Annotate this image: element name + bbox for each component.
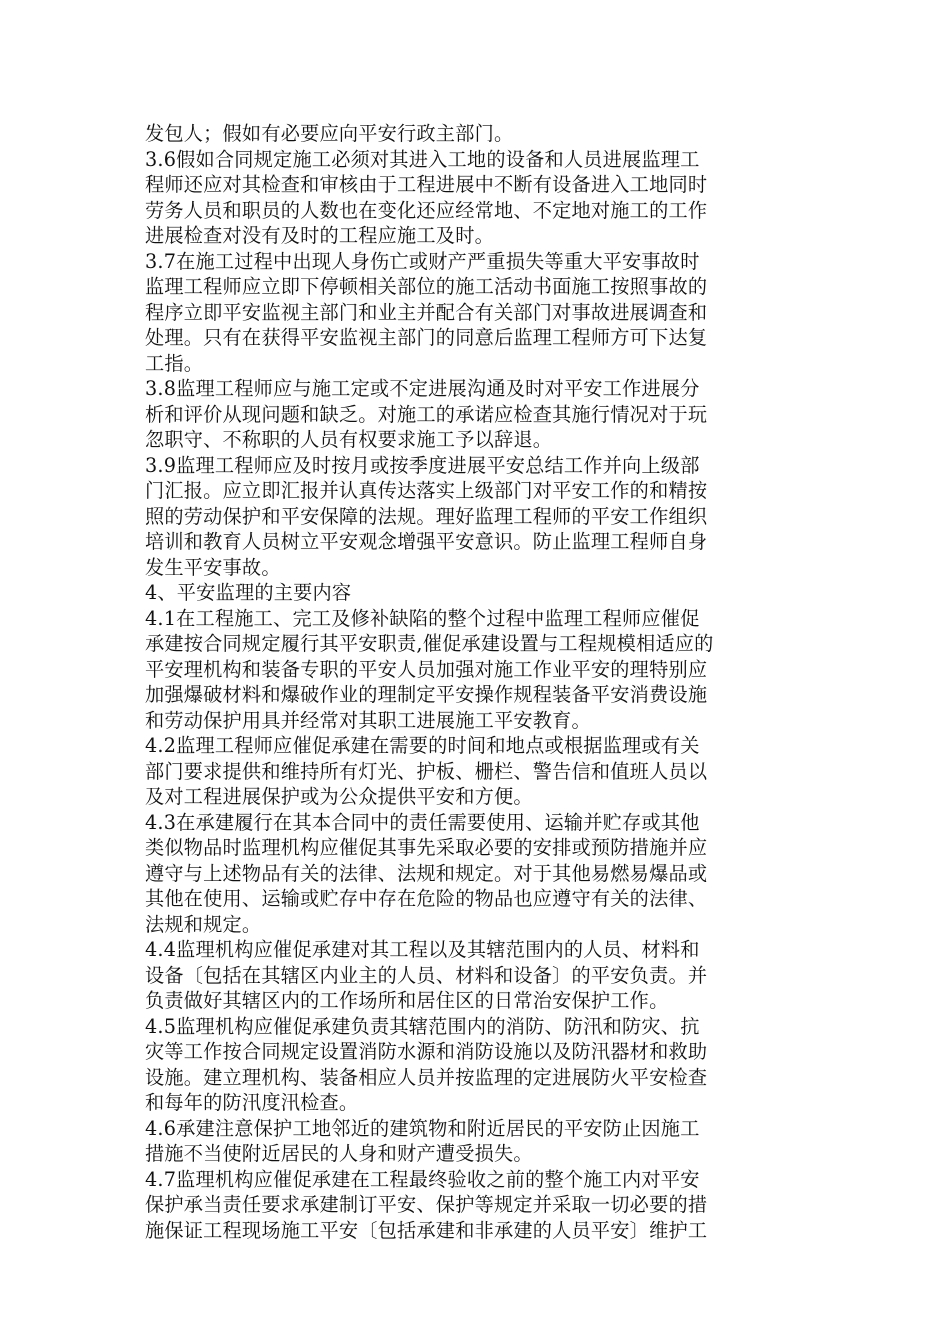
text-line: 劳务人员和职员的人数也在变化还应经常地、不定地对施工的工作 [145,198,708,222]
text-line: 4.4监理机构应催促承建对其工程以及其辖范围内的人员、材料和 [145,938,700,961]
text-line: 遵守与上述物品有关的法律、法规和规定。对于其他易燃易爆品或 [145,861,708,885]
text-line: 负责做好其辖区内的工作场所和居住区的日常治安保护工作。 [145,989,669,1012]
text-line: 3.7在施工过程中出现人身伤亡或财产严重损失等重大平安事故时 [145,249,700,273]
text-line: 程序立即平安监视主部门和业主并配合有关部门对事故进展调查和 [145,300,708,324]
document-body [145,121,810,1243]
text-line: 和劳动保护用具并经常对其职工进展施工平安教育。 [145,708,591,732]
text-line: 设施。建立理机构、装备相应人员并按监理的定进展防火平安检查 [145,1065,708,1089]
text-line: 平安理机构和装备专职的平安人员加强对施工作业平安的理特别应 [145,657,708,681]
section-heading: 4、平安监理的主要内容 [145,581,352,604]
text-line: 照的劳动保护和平安保障的法规。理好监理工程师的平安工作组织 [145,504,708,528]
text-line: 处理。只有在获得平安监视主部门的同意后监理工程师方可下达复 [145,326,708,349]
text-line: 施保证工程现场施工平安〔包括承建和非承建的人员平安〕维护工 [145,1218,708,1242]
text-line: 门汇报。应立即汇报并认真传达落实上级部门对平安工作的和精按 [145,479,708,502]
text-line: 部门要求提供和维持所有灯光、护板、栅栏、警告信和值班人员以 [145,759,708,783]
text-line: 4.7监理机构应催促承建在工程最终验收之前的整个施工内对平安 [145,1167,700,1191]
text-line: 4.5监理机构应催促承建负责其辖范围内的消防、防汛和防灾、抗 [145,1014,700,1038]
text-line: 措施不当使附近居民的人身和财产遭受损失。 [145,1142,533,1165]
text-line: 类似物品时监理机构应催促其事先采取必要的安排或预防措施并应 [145,836,708,859]
text-line: 3.8监理工程师应与施工定或不定进展沟通及时对平安工作进展分 [145,377,700,400]
text-line: 程师还应对其检查和审核由于工程进展中不断有设备进入工地同时 [145,173,708,196]
text-line: 4.1在工程施工、完工及修补缺陷的整个过程中监理工程师应催促 [145,606,700,630]
text-line: 发包人；假如有必要应向平安行政主部门。 [145,122,514,145]
text-line: 加强爆破材料和爆破作业的理制定平安操作规程装备平安消费设施 [145,683,708,706]
text-line: 4.6承建注意保护工地邻近的建筑物和附近居民的平安防止因施工 [145,1116,700,1140]
text-line: 监理工程师应立即下停顿相关部位的施工活动书面施工按照事故的 [145,275,708,298]
text-line: 进展检查对没有及时的工程应施工及时。 [145,224,494,247]
text-line: 承建按合同规定履行其平安职责,催促承建设置与工程规模相适应的 [145,632,714,655]
text-line: 设备〔包括在其辖区内业主的人员、材料和设备〕的平安负责。并 [145,963,708,987]
text-line: 培训和教育人员树立平安观念增强平安意识。防止监理工程师自身 [145,530,708,553]
text-line: 保护承当责任要求承建制订平安、保护等规定并采取一切必要的措 [145,1193,708,1216]
text-line: 灾等工作按合同规定设置消防水源和消防设施以及防汛器材和救助 [145,1040,708,1063]
text-line: 4.3在承建履行在其本合同中的责任需要使用、运输并贮存或其他 [145,810,700,834]
text-line: 3.9监理工程师应及时按月或按季度进展平安总结工作并向上级部 [145,453,700,477]
text-line: 法规和规定。 [145,912,262,936]
text-line: 4.2监理工程师应催促承建在需要的时间和地点或根据监理或有关 [145,734,700,757]
text-line: 忽职守、不称职的人员有权要求施工予以辞退。 [145,428,553,451]
text-line: 及对工程进展保护或为公众提供平安和方便。 [145,785,533,808]
text-line: 发生平安事故。 [145,555,281,579]
text-line: 其他在使用、运输或贮存中存在危险的物品也应遵守有关的法律、 [145,887,708,910]
text-line: 和每年的防汛度汛检查。 [145,1091,359,1114]
text-line: 工指。 [145,351,204,375]
text-line: 3.6假如合同规定施工必须对其进入工地的设备和人员进展监理工 [145,147,700,171]
text-line: 析和评价从现问题和缺乏。对施工的承诺应检查其施行情况对于玩 [145,402,708,426]
